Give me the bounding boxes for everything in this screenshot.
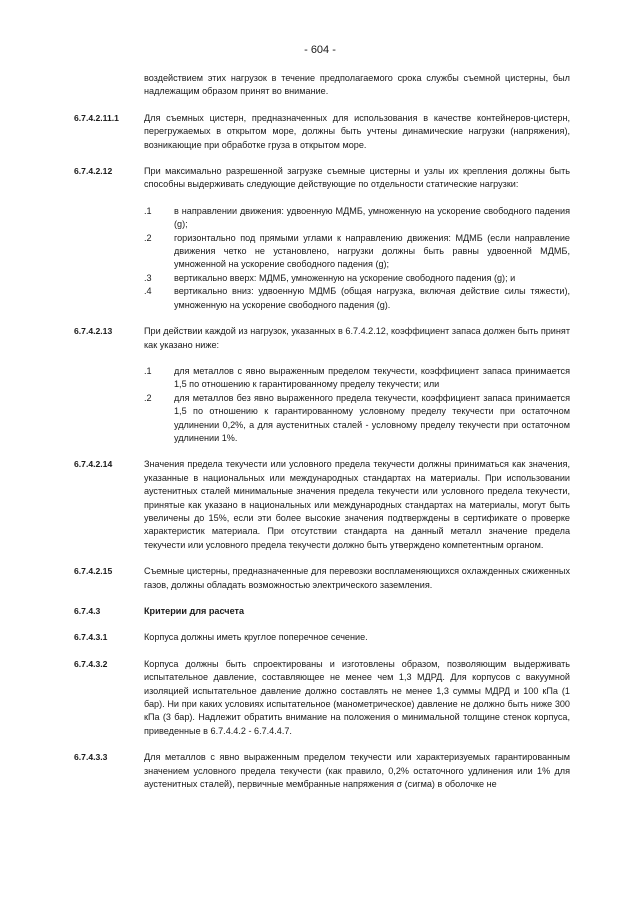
list-item-number: .2 bbox=[144, 232, 152, 243]
section-6-7-4-3 bbox=[74, 605, 570, 618]
list-item bbox=[144, 365, 570, 392]
section-heading: Критерии для расчета bbox=[144, 606, 245, 616]
section-number: 6.7.4.2.14 bbox=[74, 459, 113, 470]
section-text: При действии каждой из нагрузок, указанных в 6.7.4.2.12, коэффициент запаса должен быть принят как указано ниже: bbox=[144, 326, 570, 350]
list-item bbox=[144, 272, 570, 285]
list-item-number: .1 bbox=[144, 365, 152, 376]
section-6-7-4-3-3 bbox=[74, 751, 570, 791]
section-number: 6.7.4.3.3 bbox=[74, 752, 108, 763]
section-number: 6.7.4.2.12 bbox=[74, 166, 113, 177]
list-item-number: .4 bbox=[144, 286, 152, 297]
page-number: - 604 - bbox=[304, 44, 336, 56]
list-item bbox=[144, 205, 570, 232]
list-item-text: для металлов с явно выраженным пределом текучести, коэффициент запаса принимается 1,5 по отношению к гарантированному пределу текучести; или bbox=[174, 365, 570, 390]
list-item-text: в направлении движения: удвоенную МДМБ, умноженную на ускорение свободного падения (g); bbox=[174, 205, 570, 230]
list-item-text: для металлов без явно выраженного предела текучести, коэффициент запаса принимается 1,5 по отношению к гарантированному условному пределу текучести при остаточном удлинении 0,2%, а для аустенитных сталей - условному пределу текучести при остаточном удлинении 1%. bbox=[174, 392, 570, 443]
section-6-7-4-3-2 bbox=[74, 658, 570, 738]
paragraph-text: воздействием этих нагрузок в течение предполагаемого срока службы съемной цистерны, был надлежащим образом принят во внимание. bbox=[144, 73, 570, 97]
section-text: При максимально разрешенной загрузке съемные цистерны и узлы их крепления должны быть способны выдерживать следующие действующие по отдельности статические нагрузки: bbox=[144, 166, 570, 190]
loads-list bbox=[144, 205, 570, 312]
section-text: Значения предела текучести или условного предела текучести должны приниматься как значения, указанные в национальных или международных стандартах на материалы. При использовании аустенитных сталей минимальные значения предела текучести или условного предела текучести, принятые как указано в национальных или международных стандартах на материалы, могут быть увеличены до 15%, если эти более высокие значения подтверждены в сертификате о проверке характеристик материала. При отсутствии стандарта на данный металл значение предела текучести или условного предела текучести должно быть утверждено компетентным органом. bbox=[144, 459, 570, 550]
list-item-text: вертикально вверх: МДМБ, умноженную на ускорение свободного падения (g); и bbox=[174, 272, 516, 283]
section-6-7-4-2-13 bbox=[74, 325, 570, 445]
list-item-text: горизонтально под прямыми углами к направлению движения: МДМБ (если направление движения четко не установлено, нагрузки должны быть равны удвоенной МДМБ, умноженной на ускорение свободного падения (g); bbox=[174, 232, 570, 270]
section-text: Для съемных цистерн, предназначенных для использования в качестве контейнеров-цистерн, перегружаемых в открытом море, должны быть учтены динамические нагрузки (напряжения), возникающие при обработке груза в открытом море. bbox=[144, 112, 570, 150]
section-number: 6.7.4.2.13 bbox=[74, 326, 113, 337]
list-item-number: .3 bbox=[144, 272, 152, 283]
safety-factor-list bbox=[144, 365, 570, 445]
section-text: Корпуса должны иметь круглое поперечное сечение. bbox=[144, 632, 368, 643]
continuation-paragraph bbox=[74, 72, 570, 99]
list-item bbox=[144, 232, 570, 272]
section-6-7-4-2-15 bbox=[74, 565, 570, 592]
section-number: 6.7.4.3.2 bbox=[74, 658, 108, 669]
section-number: 6.7.4.2.11.1 bbox=[74, 112, 119, 123]
section-number: 6.7.4.3.1 bbox=[74, 632, 108, 643]
section-6-7-4-2-11-1 bbox=[74, 112, 570, 152]
document-body bbox=[74, 72, 570, 804]
section-text: Корпуса должны быть спроектированы и изготовлены образом, позволяющим выдерживать испытательное давление, составляющее не менее чем 1,3 МДРД. Для корпусов с вакуумной изоляцией испытательное давление должно составлять не менее 1,3 суммы МДРД и 100 кПа (1 бар). Ни при каких условиях испытательное (манометрическое) давление не должно быть ниже 300 кПа (3 бар). Надлежит обратить внимание на положения о минимальной толщине стенок корпуса, приведенные в 6.7.4.4.2 - 6.7.4.4.7. bbox=[144, 658, 570, 736]
section-number: 6.7.4.2.15 bbox=[74, 566, 113, 577]
section-number: 6.7.4.3 bbox=[74, 606, 101, 616]
section-6-7-4-2-12 bbox=[74, 165, 570, 312]
list-item bbox=[144, 392, 570, 446]
list-item-number: .2 bbox=[144, 392, 152, 403]
section-text: Для металлов с явно выраженным пределом текучести или характеризуемых гарантированным значением условного предела текучести (как правило, 0,2% остаточного удлинения или 1% для аустенитных сталей), первичные мембранные напряжения σ (сигма) в оболочке не bbox=[144, 752, 570, 790]
list-item-text: вертикально вниз: удвоенную МДМБ (общая нагрузка, включая действие силы тяжести), умноженную на ускорение свободного падения (g). bbox=[174, 286, 570, 310]
list-item-number: .1 bbox=[144, 205, 152, 216]
section-6-7-4-3-1 bbox=[74, 631, 570, 644]
section-6-7-4-2-14 bbox=[74, 458, 570, 552]
list-item bbox=[144, 285, 570, 312]
section-text: Съемные цистерны, предназначенные для перевозки воспламеняющихся охлажденных сжиженных газов, должны обладать возможностью электрического заземления. bbox=[144, 566, 570, 590]
